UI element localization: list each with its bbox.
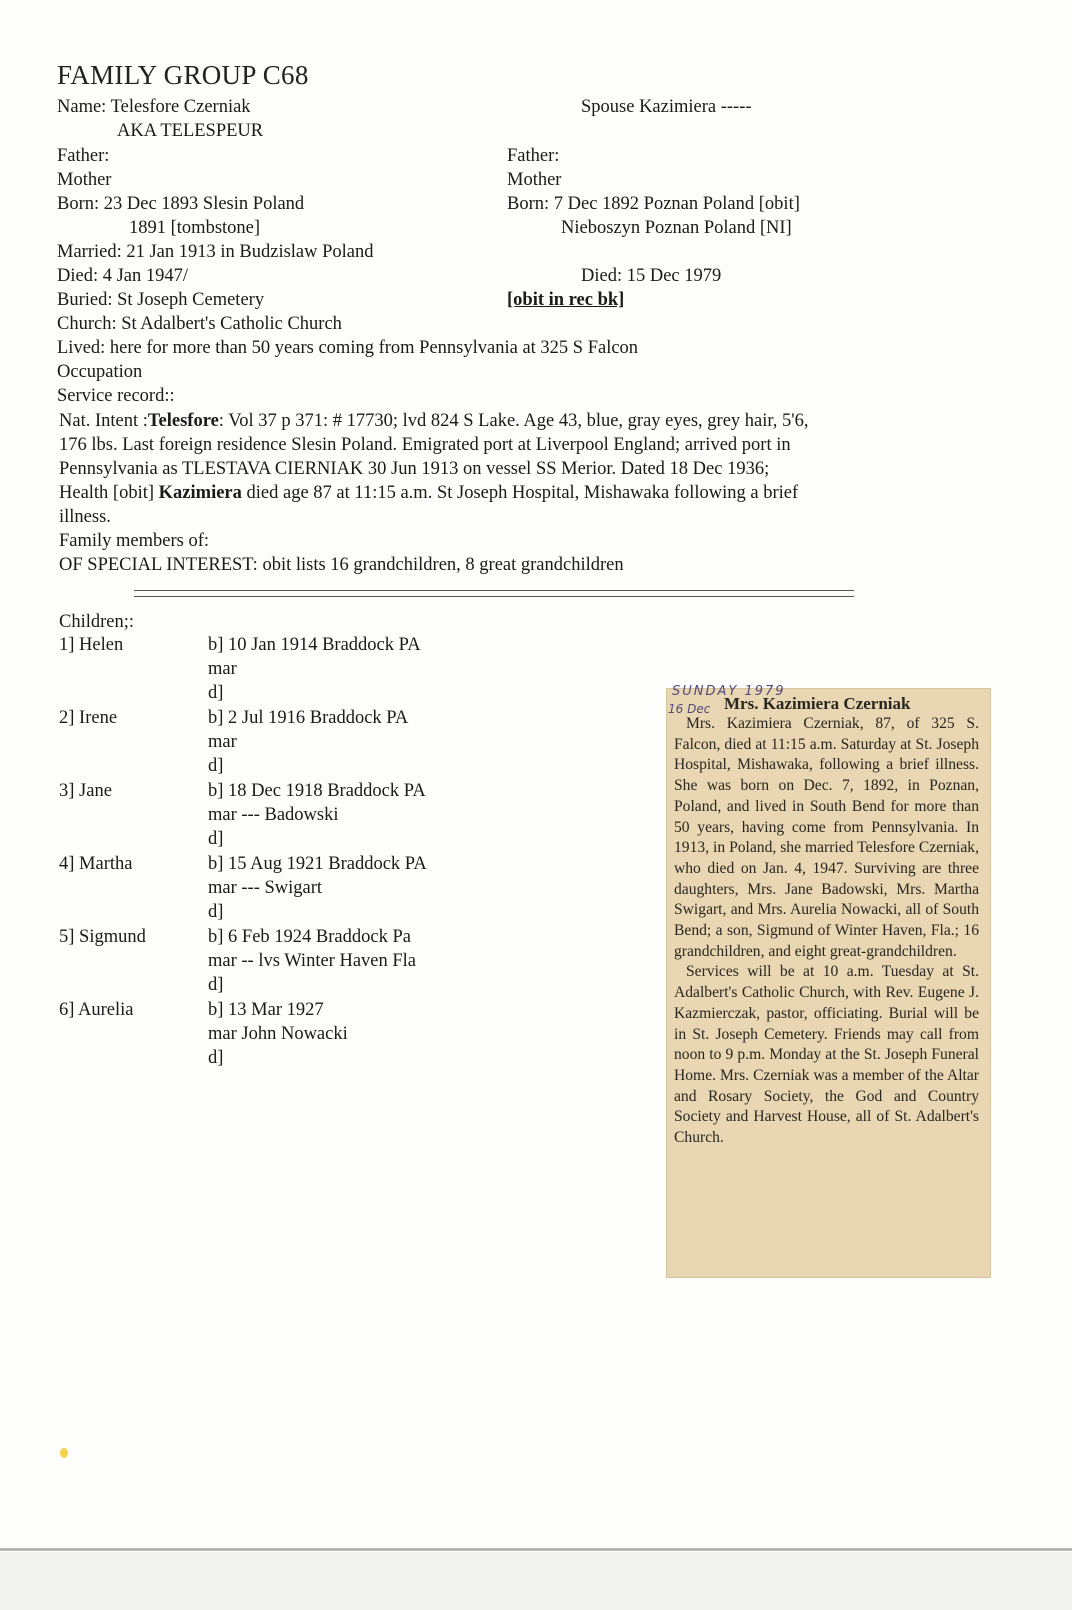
child-married: mar -- lvs Winter Haven Fla (208, 951, 417, 971)
child-married: mar --- Badowski (208, 805, 339, 825)
child-married: mar (208, 732, 237, 752)
child-died: d] (208, 1048, 224, 1068)
special-interest: OF SPECIAL INTEREST: obit lists 16 grandchildren, 8 great grandchildren (59, 555, 624, 575)
obituary-body (674, 714, 979, 1149)
page-title: FAMILY GROUP C68 (57, 60, 309, 90)
husband-lived: Lived: here for more than 50 years coming from Pennsylvania at 325 S Falcon (57, 338, 639, 358)
obituary-paragraph: Services will be at 10 a.m. Tuesday at St. Adalbert's Catholic Church, with Rev. Eugene J. Kazmierczak, pastor, officiating. Burial will be in St. Joseph Cemetery. Friends may call from noon to 9 p.m. Monday at the St. Joseph Funeral Home. Mrs. Czerniak was a member of the Altar and Rosary Society, the God and Country Society and Harvest House, all of St. Adalbert's Church. (674, 963, 979, 1147)
child-name: 1] Helen (59, 635, 124, 655)
obit-reference-link[interactable]: [obit in rec bk] (507, 290, 625, 310)
nat-intent-line-2: 176 lbs. Last foreign residence Slesin Poland. Emigrated port at Liverpool England; arrived port in (59, 435, 791, 455)
child-born: b] 10 Jan 1914 Braddock PA (208, 635, 421, 655)
child-name: 3] Jane (59, 781, 112, 801)
spouse-name: Spouse Kazimiera ----- (581, 97, 752, 117)
page-bottom-edge (0, 1548, 1072, 1551)
husband-father: Father: (57, 146, 110, 166)
husband-aka: AKA TELESPEUR (117, 121, 264, 141)
child-died: d] (208, 975, 224, 995)
nat-intent-line-1: Nat. Intent :Telesfore: Vol 37 p 371: # 17730; lvd 824 S Lake. Age 43, blue, gray eyes, grey hair, 5'6, (59, 411, 809, 431)
husband-service-record: Service record:: (57, 386, 175, 406)
husband-born-alt: 1891 [tombstone] (129, 218, 261, 238)
handwritten-day: 16 Dec (668, 702, 711, 716)
husband-mother: Mother (57, 170, 112, 190)
husband-occupation: Occupation (57, 362, 143, 382)
child-married: mar (208, 659, 237, 679)
child-died: d] (208, 756, 224, 776)
health-line-2: illness. (59, 507, 111, 527)
spouse-born: Born: 7 Dec 1892 Poznan Poland [obit] (507, 194, 800, 214)
spouse-mother: Mother (507, 170, 562, 190)
children-label: Children;: (59, 612, 135, 632)
paper-speck (60, 1448, 68, 1458)
child-married: mar --- Swigart (208, 878, 323, 898)
child-name: 6] Aurelia (59, 1000, 134, 1020)
husband-died: Died: 4 Jan 1947/ (57, 266, 189, 286)
family-members-label: Family members of: (59, 531, 210, 551)
spouse-died: Died: 15 Dec 1979 (581, 266, 722, 286)
handwritten-date: SUNDAY 1979 (672, 684, 786, 699)
page-bottom-margin (0, 1552, 1072, 1610)
husband-church: Church: St Adalbert's Catholic Church (57, 314, 342, 334)
obituary-headline: Mrs. Kazimiera Czerniak (724, 694, 911, 713)
child-born: b] 15 Aug 1921 Braddock PA (208, 854, 427, 874)
health-line: Health [obit] Kazimiera died age 87 at 11:15 a.m. St Joseph Hospital, Mishawaka following a brief (59, 483, 799, 503)
husband-name: Name: Telesfore Czerniak (57, 97, 251, 117)
spouse-father: Father: (507, 146, 560, 166)
child-name: 5] Sigmund (59, 927, 146, 947)
child-died: d] (208, 683, 224, 703)
spouse-born-alt: Nieboszyn Poznan Poland [NI] (561, 218, 792, 238)
husband-born: Born: 23 Dec 1893 Slesin Poland (57, 194, 305, 214)
husband-married: Married: 21 Jan 1913 in Budzislaw Poland (57, 242, 374, 262)
child-born: b] 6 Feb 1924 Braddock Pa (208, 927, 411, 947)
child-died: d] (208, 829, 224, 849)
obituary-paragraph: Mrs. Kazimiera Czerniak, 87, of 325 S. Falcon, died at 11:15 a.m. Saturday at St. Joseph Hospital, Mishawaka, following a brief illness. She was born on Dec. 7, 1892, in Poznan, Poland, and lived in South Bend for more than 50 years, having come from Pennsylvania. In 1913, in Poland, she married Telesfore Czerniak, who died on Jan. 4, 1947. Surviving are three daughters, Mrs. Jane Badowski, Mrs. Martha Swigart, and Mrs. Aurelia Nowacki, all of South Bend; a son, Sigmund of Winter Haven, Fla.; 16 grandchildren, and eight great-grandchildren. (674, 715, 979, 960)
husband-buried: Buried: St Joseph Cemetery (57, 290, 265, 310)
obituary-clipping (666, 684, 991, 1278)
child-died: d] (208, 902, 224, 922)
section-divider (134, 590, 854, 597)
child-married: mar John Nowacki (208, 1024, 348, 1044)
child-born: b] 2 Jul 1916 Braddock PA (208, 708, 409, 728)
nat-intent-line-3: Pennsylvania as TLESTAVA CIERNIAK 30 Jun 1913 on vessel SS Merior. Dated 18 Dec 1936; (59, 459, 770, 479)
child-name: 4] Martha (59, 854, 133, 874)
child-name: 2] Irene (59, 708, 118, 728)
child-born: b] 13 Mar 1927 (208, 1000, 324, 1020)
child-born: b] 18 Dec 1918 Braddock PA (208, 781, 426, 801)
